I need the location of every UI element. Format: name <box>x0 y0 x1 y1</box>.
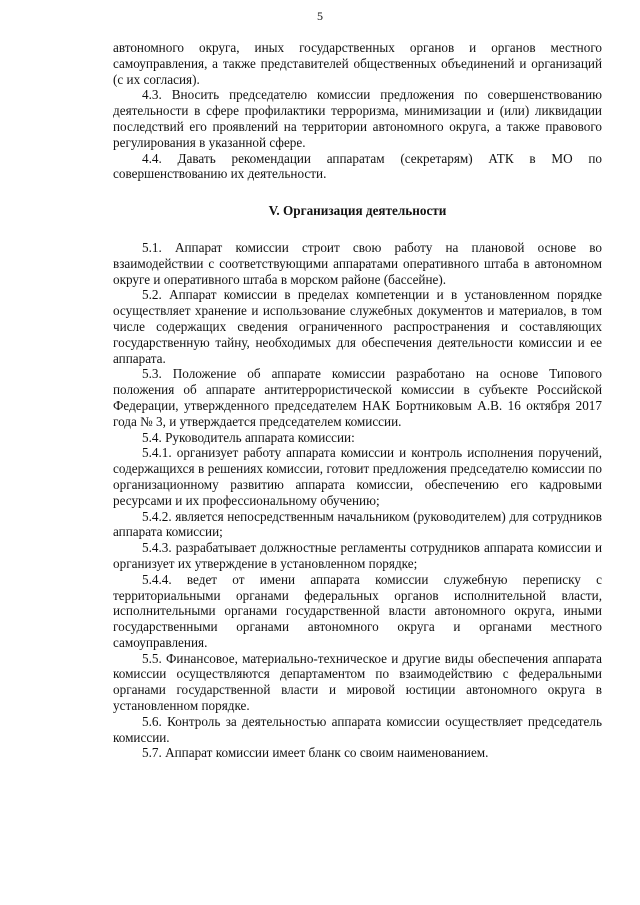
paragraphs-after <box>113 240 602 761</box>
paragraph: 5.1. Аппарат комиссии строит свою работу на плановой основе во взаимодействии с соответствующими аппаратами оперативного штаба в автономном округе и оперативного штаба в морском районе (бассейне). <box>113 239 602 287</box>
paragraph: 5.4.4. ведет от имени аппарата комиссии служебную переписку с территориальными органами федеральных органов исполнительной власти, исполнительными органами государственной власти автономного округа, иными государственными органами автономного округа и органами местного самоуправления. <box>113 571 602 650</box>
paragraph: 5.4.1. организует работу аппарата комиссии и контроль исполнения поручений, содержащихся в решениях комиссии, готовит предложения председателю комиссии по организационному развитию аппарата комиссии, обеспечению его кадровыми ресурсами и их профессиональному обучению; <box>113 445 602 508</box>
section-heading: V. Организация деятельности <box>268 203 447 219</box>
paragraph: 5.3. Положение об аппарате комиссии разработано на основе Типового положения об аппарате антитеррористической комиссии в субъекте Российской Федерации, утвержденного председателем НАК Бортниковым А.В. 16 октября 2017 года № 3, и утверждается председателем комиссии. <box>113 366 602 429</box>
paragraph: 5.7. Аппарат комиссии имеет бланк со своим наименованием. <box>142 745 489 761</box>
paragraph: 5.6. Контроль за деятельностью аппарата комиссии осуществляет председатель комиссии. <box>113 713 602 745</box>
paragraph: 5.4.2. является непосредственным начальником (руководителем) для сотрудников аппарата комиссии; <box>113 508 602 540</box>
paragraph: автономного округа, иных государственных органов и органов местного самоуправления, а также представителей общественных объединений и организаций (с их согласия). <box>113 40 602 87</box>
paragraph: 5.4. Руководитель аппарата комиссии: <box>142 429 355 445</box>
paragraph: 5.2. Аппарат комиссии в пределах компетенции и в установленном порядке осуществляет хранение и использование служебных документов и материалов, в том числе содержащих сведения ограниченного распространения и составляющих государственную тайну, необходимых для обеспечения деятельности комиссии и ее аппарата. <box>113 287 602 366</box>
paragraph: 5.4.3. разрабатывает должностные регламенты сотрудников аппарата комиссии и организует их утверждение в установленном порядке; <box>113 540 602 571</box>
document-body <box>113 40 602 761</box>
paragraphs-before <box>113 40 602 182</box>
paragraph: 5.5. Финансовое, материально-техническое и другие виды обеспечения аппарата комиссии осуществляются департаментом по взаимодействию с федеральными органами государственной власти и мировой юстиции автономного округа в установленном порядке. <box>113 650 602 714</box>
paragraph: 4.3. Вносить председателю комиссии предложения по совершенствованию деятельности в сфере профилактики терроризма, минимизации и (или) ликвидации последствий его проявлений на территории автономного округа, а также правового регулирования в указанной сфере. <box>113 87 602 150</box>
page-number: 5 <box>317 9 323 23</box>
paragraph: 4.4. Давать рекомендации аппаратам (секретарям) АТК в МО по совершенствованию их деятельности. <box>113 150 602 182</box>
